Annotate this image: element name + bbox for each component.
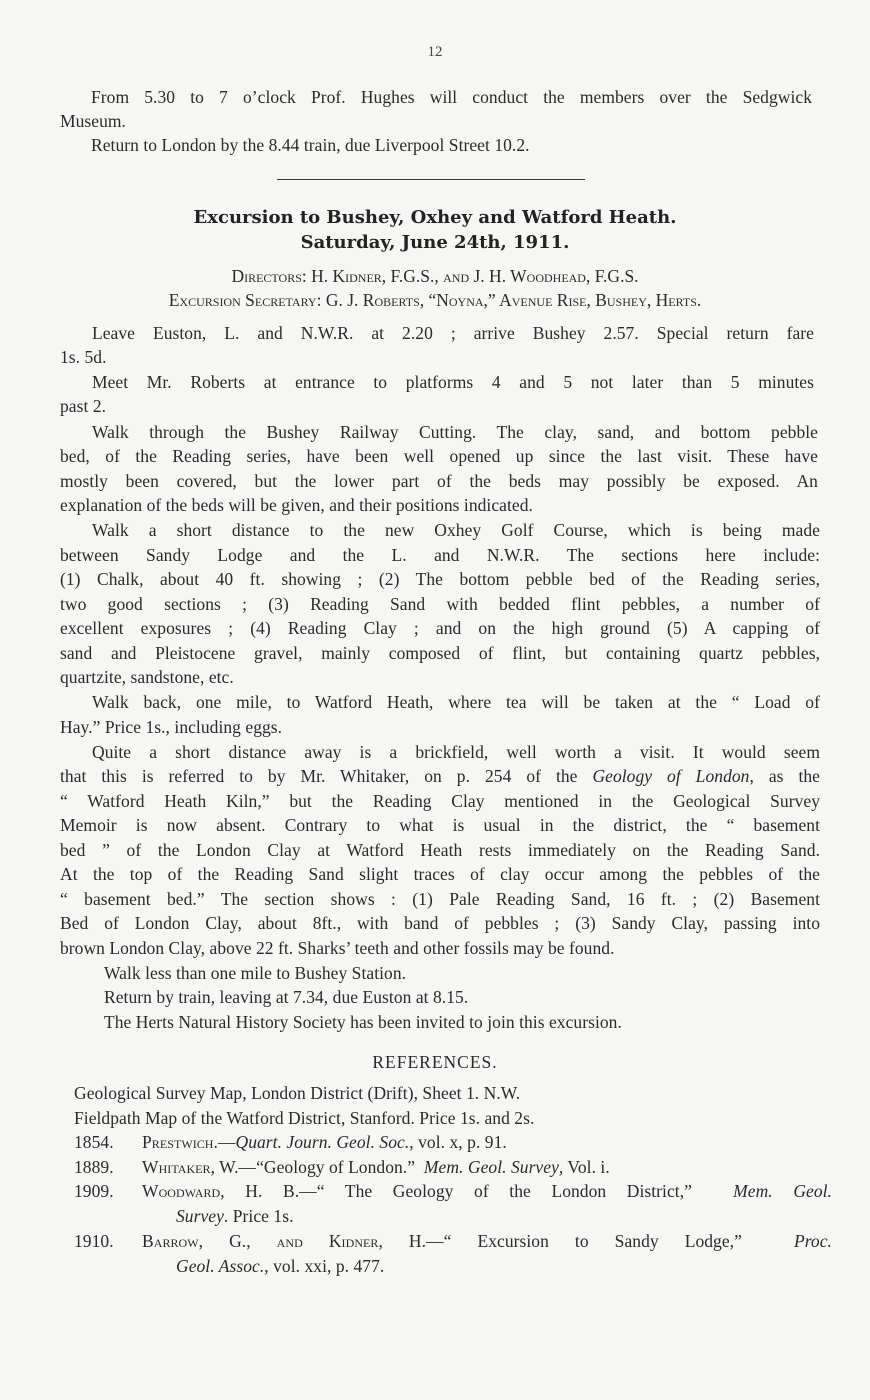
page-number: 12 xyxy=(427,44,443,60)
body-line: mostly been covered, but the lower part of the beds may possibly be exposed. An xyxy=(60,471,818,491)
reference-journal: Proc. xyxy=(793,1231,832,1251)
reference-title: “ The Geology of the London District,” xyxy=(316,1181,692,1201)
body-line: Leave Euston, L. and N.W.R. at 2.20 ; arrive Bushey 2.57. Special return fare xyxy=(92,323,814,343)
references-heading: REFERENCES. xyxy=(372,1052,498,1072)
body-line: Quite a short distance away is a brickfield, well worth a visit. It would seem xyxy=(92,742,820,762)
reference-year: 1909. xyxy=(74,1181,114,1201)
reference-title: “ Excursion to Sandy Lodge,” xyxy=(443,1231,742,1251)
body-line: Walk a short distance to the new Oxhey Golf Course, which is being made xyxy=(92,520,820,540)
reference-title: “Geology of London.” xyxy=(256,1157,416,1177)
body-line: Walk through the Bushey Railway Cutting. The clay, sand, and bottom pebble xyxy=(92,422,818,442)
secretary-line xyxy=(0,290,870,311)
body-line: excellent exposures ; (4) Reading Clay ; and on the high ground (5) A capping of xyxy=(60,618,820,638)
body-line: quartzite, sandstone, etc. xyxy=(60,667,234,687)
reference-item: Fieldpath Map of the Watford District, Stanford. Price 1s. and 2s. xyxy=(74,1108,535,1128)
reference-tail: , vol. xxi, p. 477. xyxy=(264,1256,385,1276)
reference-tail: , vol. x, p. 91. xyxy=(409,1132,507,1152)
reference-journal: Quart. Journ. Geol. Soc. xyxy=(235,1132,410,1152)
body-line: two good sections ; (3) Reading Sand with bedded flint pebbles, a number of xyxy=(60,594,820,614)
body-line: Meet Mr. Roberts at entrance to platforms 4 and 5 not later than 5 minutes xyxy=(92,372,814,392)
body-line: sand and Pleistocene gravel, mainly composed of flint, but containing quartz pebbles, xyxy=(60,643,820,663)
body-line: “ Watford Heath Kiln,” but the Reading Clay mentioned in the Geological Survey xyxy=(60,791,820,811)
body-line: explanation of the beds will be given, and their positions indicated. xyxy=(60,495,533,515)
body-line xyxy=(60,765,820,787)
body-line: brown London Clay, above 22 ft. Sharks’ teeth and other fossils may be found. xyxy=(60,938,615,958)
reference-year: 1910. xyxy=(74,1231,114,1251)
reference-tail: , Vol. i. xyxy=(558,1157,610,1177)
directors-label: Directors xyxy=(231,266,302,286)
body-line: past 2. xyxy=(60,396,107,416)
reference-dash: — xyxy=(238,1157,257,1177)
reference-item xyxy=(74,1131,507,1153)
body-text: that this is referred to by Mr. Whitaker, on p. 254 of the xyxy=(60,766,593,786)
reference-continuation xyxy=(176,1255,384,1277)
body-line: (1) Chalk, about 40 ft. showing ; (2) The bottom pebble bed of the Reading series, xyxy=(60,569,820,589)
reference-author: Barrow, G., and Kidner, H. xyxy=(142,1231,427,1251)
secretary-value: : G. J. Roberts, “Noyna,” Avenue Rise, Bushey, Herts. xyxy=(316,290,702,310)
excursion-date: Saturday, June 24th, 1911. xyxy=(300,232,570,253)
body-line: The Herts Natural History Society has been invited to join this excursion. xyxy=(104,1012,622,1032)
reference-year: 1889. xyxy=(74,1157,114,1177)
reference-journal: Mem. Geol. xyxy=(733,1181,832,1201)
body-line: bed, of the Reading series, have been well opened up since the last visit. These have xyxy=(60,446,818,466)
reference-dash: — xyxy=(217,1132,236,1152)
reference-journal: Geol. Assoc. xyxy=(176,1256,265,1276)
body-line: Hay.” Price 1s., including eggs. xyxy=(60,717,283,737)
book-title: Geology of London xyxy=(592,766,750,786)
intro-line: Museum. xyxy=(60,111,126,131)
secretary-label: Excursion Secretary xyxy=(168,290,317,310)
reference-author: Prestwich. xyxy=(142,1132,218,1152)
body-text: , as the xyxy=(749,766,821,786)
reference-journal: Mem. Geol. Survey xyxy=(423,1157,559,1177)
body-line: bed ” of the London Clay at Watford Heath rests immediately on the Reading Sand. xyxy=(60,840,820,860)
intro-line: Return to London by the 8.44 train, due Liverpool Street 10.2. xyxy=(91,135,530,155)
reference-item xyxy=(74,1156,610,1178)
body-line: between Sandy Lodge and the L. and N.W.R. The sections here include: xyxy=(60,545,820,565)
reference-journal: Survey xyxy=(176,1206,224,1226)
reference-author: Woodward, H. B. xyxy=(142,1181,300,1201)
body-line: Return by train, leaving at 7.34, due Euston at 8.15. xyxy=(104,987,469,1007)
reference-dash: — xyxy=(426,1231,444,1251)
section-divider xyxy=(277,179,585,180)
body-line: At the top of the Reading Sand slight traces of clay occur among the pebbles of the xyxy=(60,864,820,884)
reference-tail: . Price 1s. xyxy=(223,1206,294,1226)
reference-item xyxy=(74,1230,832,1252)
reference-author: Whitaker, W. xyxy=(142,1157,239,1177)
intro-line: From 5.30 to 7 o’clock Prof. Hughes will conduct the members over the Sedgwick xyxy=(91,87,812,107)
body-line: 1s. 5d. xyxy=(60,347,107,367)
reference-continuation xyxy=(176,1205,294,1227)
reference-year: 1854. xyxy=(74,1132,114,1152)
directors-line xyxy=(0,266,870,287)
body-line: Walk less than one mile to Bushey Station. xyxy=(104,963,407,983)
reference-item: Geological Survey Map, London District (Drift), Sheet 1. N.W. xyxy=(74,1083,521,1103)
excursion-title: Excursion to Bushey, Oxhey and Watford Heath. xyxy=(193,207,677,228)
directors-value: : H. Kidner, F.G.S., and J. H. Woodhead, F.G.S. xyxy=(301,266,639,286)
reference-dash: — xyxy=(299,1181,317,1201)
reference-item xyxy=(74,1180,832,1202)
body-line: Bed of London Clay, about 8ft., with band of pebbles ; (3) Sandy Clay, passing into xyxy=(60,913,820,933)
body-line: “ basement bed.” The section shows : (1) Pale Reading Sand, 16 ft. ; (2) Basement xyxy=(60,889,820,909)
body-line: Walk back, one mile, to Watford Heath, where tea will be taken at the “ Load of xyxy=(92,692,820,712)
body-line: Memoir is now absent. Contrary to what is usual in the district, the “ basement xyxy=(60,815,820,835)
